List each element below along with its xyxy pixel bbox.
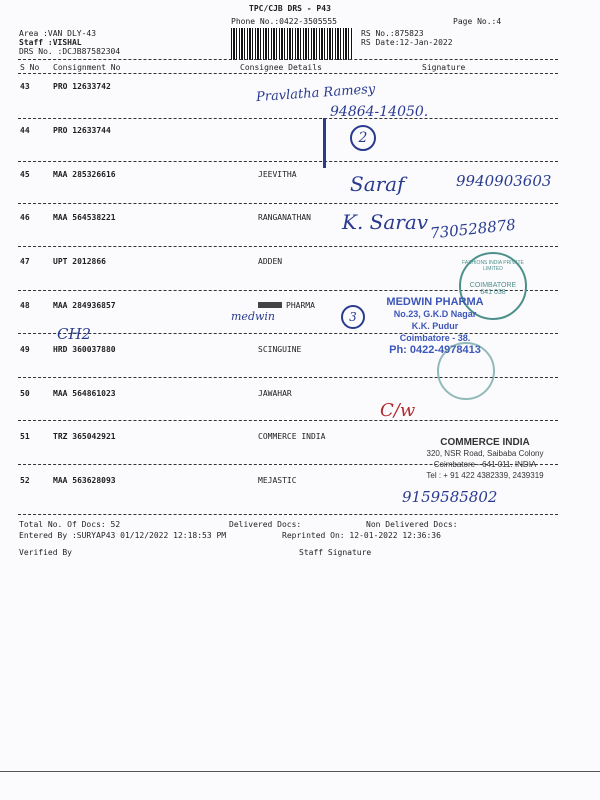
seal-text: FASHIONS INDIA PRIVATE LIMITED [462, 260, 524, 272]
row-consignment: UPT 2012866 [53, 257, 106, 266]
row-sno: 47 [20, 257, 30, 266]
seal-code: 641 038 [480, 289, 506, 296]
row-consignee: JAWAHAR [258, 389, 292, 398]
stamp-city: Coimbatore - 38. [399, 333, 471, 343]
row-consignment: MAA 284936857 [53, 301, 116, 310]
verified-by: Verified By [19, 548, 72, 557]
stamp-address: K.K. Pudur [411, 321, 459, 331]
commerce-stamp [395, 437, 575, 481]
row-divider [18, 203, 558, 204]
row-sno: 50 [20, 389, 30, 398]
drs-number: DRS No. :DCJB87582304 [19, 47, 121, 56]
handwritten-phone: 94864-14050. [330, 104, 429, 120]
rs-number: RS No.:875823 [361, 29, 424, 38]
phone-number: Phone No.:0422-3505555 [231, 17, 337, 26]
col-sno: S No [20, 63, 40, 72]
row-divider [18, 420, 558, 421]
row-consignee: COMMERCE INDIA [258, 432, 326, 441]
area-label: Area :VAN DLY-43 [19, 29, 97, 38]
delivered-docs: Delivered Docs: [229, 520, 302, 529]
row-consignment: PRO 12633744 [53, 126, 111, 135]
rs-date: RS Date:12-Jan-2022 [361, 38, 453, 47]
row-consignment: MAA 563628093 [53, 476, 116, 485]
handwritten-signature: K. Sarav [342, 210, 429, 234]
handwritten-phone: 9940903603 [456, 172, 552, 190]
row-sno: 43 [20, 82, 30, 91]
row-consignee: SCINGUINE [258, 345, 302, 354]
row-sno: 45 [20, 170, 30, 179]
row-divider [18, 161, 558, 162]
entered-by: Entered By :SURYAP43 01/12/2022 12:18:53 PM [19, 531, 227, 540]
row-consignment: MAA 564538221 [53, 213, 116, 222]
barcode-image [231, 28, 353, 60]
row-consignee: RANGANATHAN [258, 213, 311, 222]
handwritten-note: CH2 [57, 325, 92, 343]
stamp-address: No.23, G.K.D Nagar [393, 309, 477, 319]
staff-label: Staff :VISHAL [19, 38, 82, 47]
divider [18, 73, 558, 74]
stamp-phone: Tel : + 91 422 4382339, 2439319 [426, 471, 544, 480]
scan-edge [0, 771, 600, 772]
handwritten-signature: Saraf [350, 172, 405, 196]
row-consignment: HRD 360037880 [53, 345, 116, 354]
row-sno: 46 [20, 213, 30, 222]
faded-seal [437, 342, 495, 400]
stamp-name: COMMERCE INDIA [440, 437, 530, 448]
row-consignee: ADDEN [258, 257, 283, 266]
row-divider [18, 118, 558, 119]
row-sno: 44 [20, 126, 30, 135]
col-consignee: Consignee Details [240, 63, 322, 72]
page-number: Page No.:4 [453, 17, 502, 26]
handwritten-name: Pravlatha Ramesy [255, 81, 376, 106]
divider [18, 59, 558, 60]
row-divider [18, 246, 558, 247]
total-docs: Total No. Of Docs: 52 [19, 520, 121, 529]
handwritten-phone: 9159585802 [402, 488, 498, 506]
stamp-phone: Ph: 0422-4978413 [389, 344, 481, 356]
circled-number: 3 [341, 305, 365, 329]
row-sno: 48 [20, 301, 30, 310]
row-consignee: JEEVITHA [258, 170, 297, 179]
row-consignee: MEJASTIC [258, 476, 297, 485]
staff-signature: Staff Signature [299, 548, 372, 557]
row-sno: 51 [20, 432, 30, 441]
seal-city: COIMBATORE [469, 282, 517, 289]
redaction-mark [258, 302, 282, 308]
row-consignment: MAA 285326616 [53, 170, 116, 179]
row-sno: 52 [20, 476, 30, 485]
stamp-city: Coimbatore - 641 011. INDIA [433, 460, 537, 469]
document-title: TPC/CJB DRS - P43 [249, 4, 331, 13]
row-consignee: PHARMA [286, 301, 315, 310]
row-sno: 49 [20, 345, 30, 354]
row-consignment: MAA 564861023 [53, 389, 116, 398]
col-consignment: Consignment No [53, 63, 121, 72]
stamp-name: MEDWIN PHARMA [386, 296, 484, 308]
circled-number: 2 [350, 125, 376, 151]
handwritten-stroke [323, 118, 326, 168]
reprinted-on: Reprinted On: 12-01-2022 12:36:36 [282, 531, 441, 540]
non-delivered-docs: Non Delivered Docs: [366, 520, 458, 529]
handwritten-note: medwin [231, 310, 275, 323]
handwritten-note: C/w [380, 400, 416, 421]
stamp-address: 320, NSR Road, Saibaba Colony [426, 449, 544, 458]
handwritten-phone: 730528878 [429, 215, 517, 243]
row-divider [18, 514, 558, 515]
row-consignment: TRZ 365042921 [53, 432, 116, 441]
col-signature: Signature [422, 63, 466, 72]
row-consignment: PRO 12633742 [53, 82, 111, 91]
